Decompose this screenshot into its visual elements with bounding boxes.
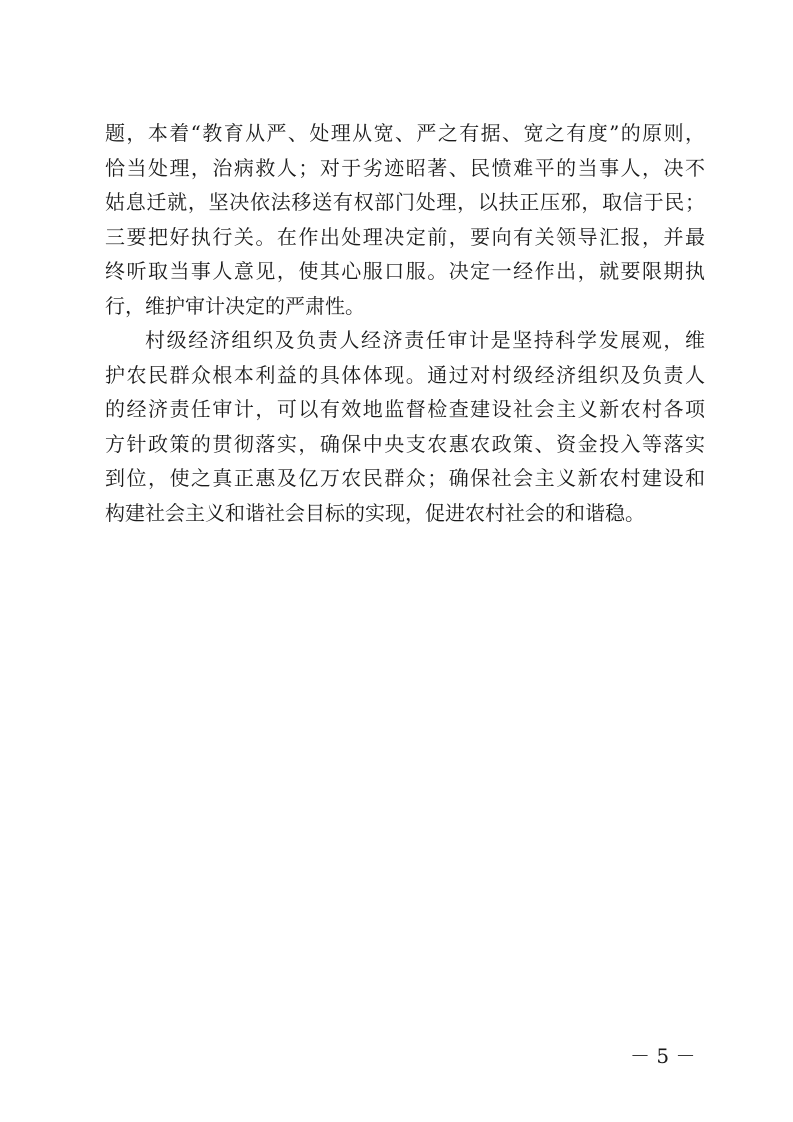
text-line: 终听取当事人意见，使其心服口服。决定一经作出，就要限期执 — [105, 259, 705, 283]
body-text — [105, 116, 705, 530]
text-line: 三要把好执行关。在作出处理决定前，要向有关领导汇报，并最 — [105, 224, 705, 249]
text-line: 护农民群众根本利益的具体体现。通过对村级经济组织及负责人 — [105, 362, 705, 387]
text-line: 方针政策的贯彻落实，确保中央支农惠农政策、资金投入等落实 — [105, 431, 705, 456]
page-number: － 5 － — [630, 1044, 696, 1068]
text-line: 姑息迁就，坚决依法移送有权部门处理，以扶正压邪，取信于民； — [105, 190, 705, 214]
paragraph-2 — [105, 323, 705, 530]
text-line: 恰当处理，治病救人；对于劣迹昭著、民愤难平的当事人，决不 — [105, 155, 705, 180]
text-line: 村级经济组织及负责人经济责任审计是坚持科学发展观，维 — [145, 328, 705, 352]
text-line: 行，维护审计决定的严肃性。 — [105, 293, 365, 318]
text-line: 构建社会主义和谐社会目标的实现，促进农村社会的和谐稳。 — [105, 500, 645, 525]
text-line: 的经济责任审计，可以有效地监督检查建设社会主义新农村各项 — [105, 397, 705, 421]
text-line: 题，本着“教育从严、处理从宽、严之有据、宽之有度”的原则， — [105, 121, 705, 145]
paragraph-1 — [105, 116, 705, 323]
text-line: 到位，使之真正惠及亿万农民群众；确保社会主义新农村建设和 — [105, 466, 705, 490]
